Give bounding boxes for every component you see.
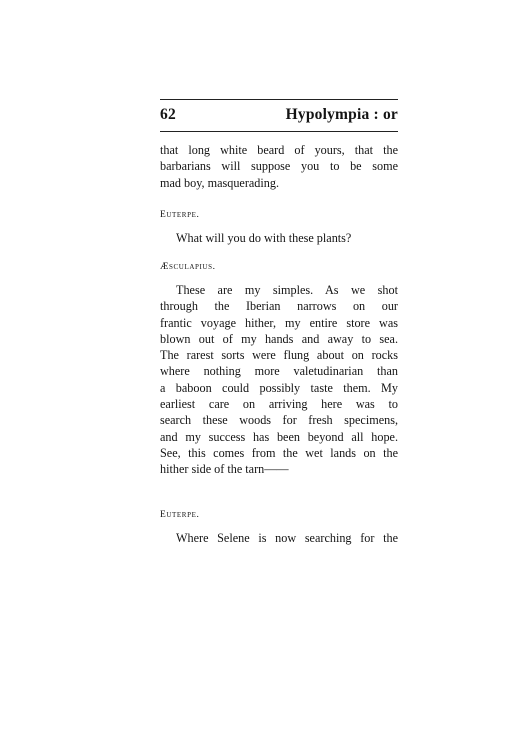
running-header [160, 106, 398, 128]
text-line: search these woods for fresh specimens, [160, 413, 398, 428]
aesculapius-speech [160, 282, 398, 478]
text-line: that long white beard of yours, that the [160, 143, 398, 157]
text-line: frantic voyage hither, my entire store was [160, 315, 398, 330]
text-line: mad boy, masquerading. [160, 175, 280, 190]
header-bottom-rule [160, 131, 398, 132]
text-line: a baboon could possibly taste them. My [160, 380, 398, 395]
text-line: Where Selene is now searching for the [176, 531, 398, 545]
speaker-label-euterpe-2: Euterpe. [160, 510, 200, 520]
text-line: What will you do with these plants? [176, 231, 352, 245]
speaker-label-aesculapius: Æsculapius. [160, 262, 216, 272]
text-line: where nothing more valetudinarian than [160, 364, 398, 379]
text-line: These are my simples. As we shot [176, 283, 398, 297]
text-line: blown out of my hands and away to sea. [160, 331, 398, 346]
euterpe-speech-2 [160, 530, 398, 546]
opening-paragraph [160, 142, 398, 191]
speaker-label-euterpe: Euterpe. [160, 210, 200, 220]
text-line: and my success has been beyond all hope. [160, 429, 398, 444]
text-line: barbarians will suppose you to be some [160, 159, 398, 174]
text-line: through the Iberian narrows on our [160, 299, 398, 314]
euterpe-speech [160, 230, 398, 246]
text-line: The rarest sorts were flung about on rocks [160, 348, 398, 363]
text-line: earliest care on arriving here was to [160, 397, 398, 412]
header-top-rule [160, 99, 398, 100]
running-title: Hypolympia : or [285, 106, 398, 123]
page-number: 62 [160, 106, 176, 123]
text-line: hither side of the tarn—— [160, 462, 289, 477]
text-line: See, this comes from the wet lands on the [160, 445, 398, 460]
